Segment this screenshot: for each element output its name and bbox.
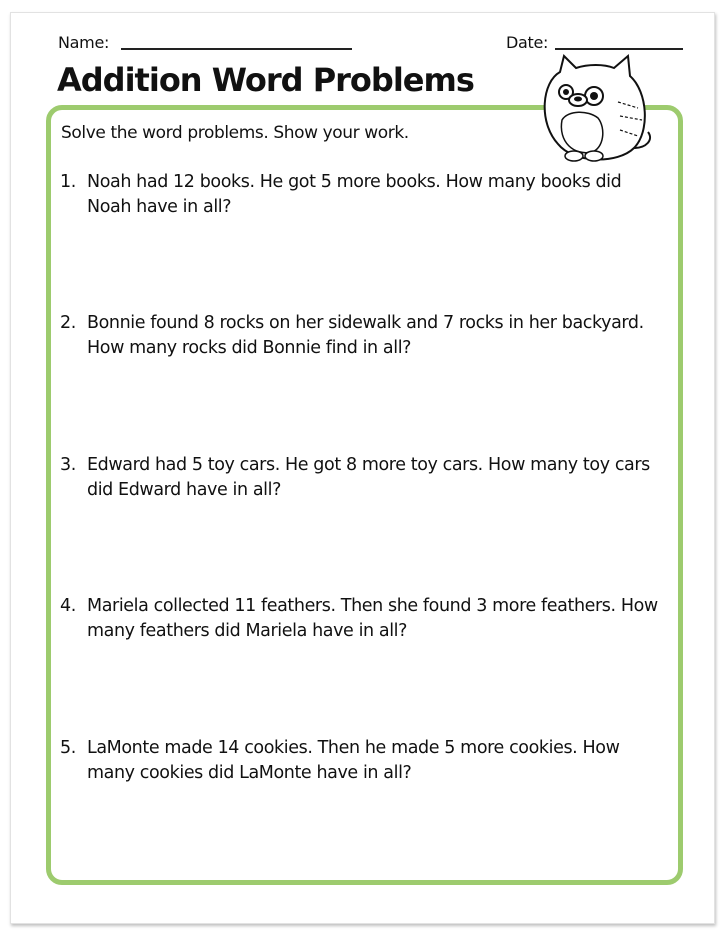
problem-number: 4. xyxy=(60,596,76,616)
problem-1 xyxy=(60,170,660,220)
problem-text: Noah had 12 books. He got 5 more books. How many books did Noah have in all? xyxy=(87,172,622,217)
problem-number: 5. xyxy=(60,738,76,758)
problem-text: LaMonte made 14 cookies. Then he made 5 more cookies. How many cookies did LaMonte have in all? xyxy=(87,738,620,783)
problem-5 xyxy=(60,736,660,786)
name-label: Name: xyxy=(58,33,110,52)
problem-3 xyxy=(60,453,660,503)
date-label: Date: xyxy=(506,33,549,52)
page-title: Addition Word Problems xyxy=(57,61,474,99)
cat-illustration-icon xyxy=(538,52,654,168)
name-field[interactable] xyxy=(121,48,352,50)
instructions: Solve the word problems. Show your work. xyxy=(61,123,409,143)
problem-2 xyxy=(60,311,660,361)
date-field[interactable] xyxy=(555,48,683,50)
problem-number: 1. xyxy=(60,172,76,192)
problem-number: 2. xyxy=(60,313,76,333)
problem-text: Bonnie found 8 rocks on her sidewalk and 7 rocks in her backyard. How many rocks did Bonnie find in all? xyxy=(87,313,644,358)
problem-number: 3. xyxy=(60,455,76,475)
problem-4 xyxy=(60,594,660,644)
problem-text: Edward had 5 toy cars. He got 8 more toy cars. How many toy cars did Edward have in all? xyxy=(87,455,650,500)
problem-text: Mariela collected 11 feathers. Then she found 3 more feathers. How many feathers did Mariela have in all? xyxy=(87,596,658,641)
